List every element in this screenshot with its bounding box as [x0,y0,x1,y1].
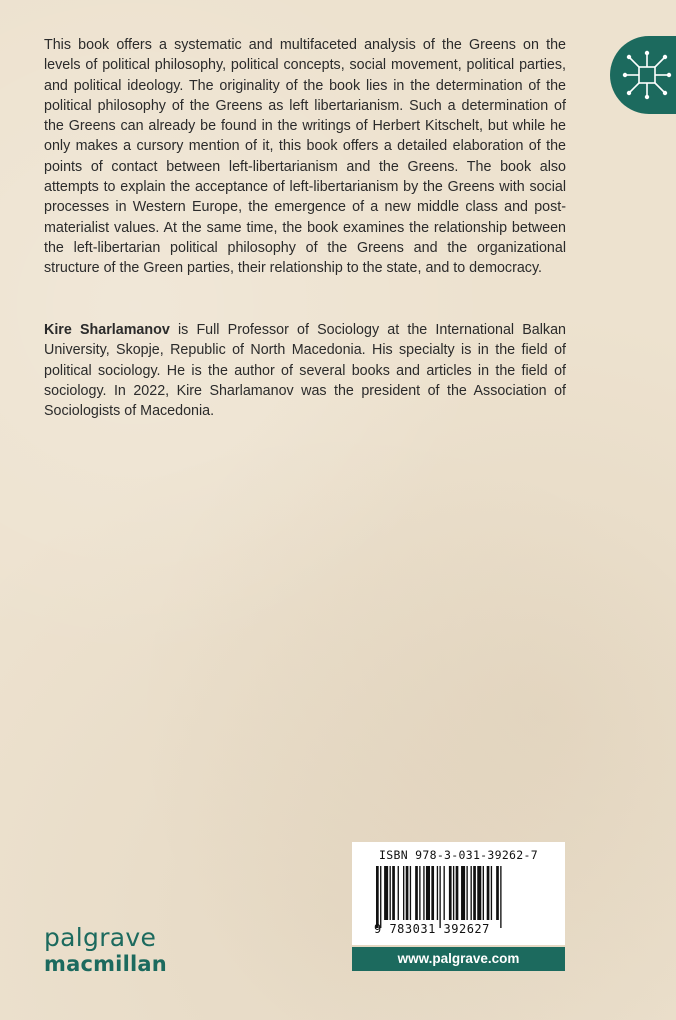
barcode-bar [496,866,499,920]
barcode-bar [415,866,418,920]
barcode-bar [456,866,459,920]
barcode-bar [380,866,381,928]
author-bio-text: is Full Professor of Sociology at the International Balkan University, Skopje, Republic of North Macedonia. His specialty is in the field of political sociology. He is the author of several books and articles in the field of sociology. In 2022, Kire Sharlamanov was the president of the Association of Sociologists of Macedonia. [44,322,566,420]
barcode-bar [453,866,454,920]
back-cover-blurb: This book offers a systematic and multifaceted analysis of the Greens on the levels of political philosophy, political concepts, social movement, political parties, and political ideology. The originality of the book lies in the determination of the political philosophy of the Greens as left libertarianism. Such a determination of the Greens can already be found in the writings of Herbert Kitschelt, but while he only makes a cursory mention of it, this book offers a detailed elaboration of the points of contact between left-libertarianism and the Greens. The book also attempts to explain the acceptance of left-libertarianism by the Greens with social processes in Western Europe, the emergence of a new middle class and post-materialist values. At the same time, the book examines the relationship between the left-libertarian political philosophy of the Greens and the organizational structure of the Green parties, their relationship to the state, and to democracy. [44,37,566,277]
isbn-barcode [352,842,565,945]
barcode-bar [403,866,404,920]
barcode-bar [390,866,391,920]
barcode-bar [466,866,467,920]
barcode-bar [471,866,472,920]
palgrave-macmillan-logo [44,924,167,976]
barcode-bar [423,866,424,920]
barcode-bar [487,866,490,920]
barcode-bar [491,866,492,920]
barcode-bar [431,866,434,920]
publisher-url: www.palgrave.com [352,947,565,971]
barcode-bar [406,866,409,920]
barcode-bar [437,866,438,920]
barcode-bar [426,866,430,920]
barcode-bar [398,866,399,920]
barcode-bar [439,866,440,928]
palgrave-network-icon [610,36,676,114]
isbn-label: ISBN 978-3-031-39262-7 [379,848,538,862]
barcode-bar [392,866,395,920]
barcode-bar [483,866,484,920]
barcode-bar [376,866,379,928]
author-name: Kire Sharlamanov [44,322,170,338]
barcode-bar [410,866,411,920]
barcode-bar [500,866,501,928]
logo-line-palgrave: palgrave [44,923,157,952]
barcode-bar [449,866,452,920]
logo-line-macmillan: macmillan [44,952,167,976]
barcode-digits: 9 783031 392627 [374,922,490,936]
barcode-bars [376,866,546,928]
barcode-bar [477,866,481,920]
barcode-bar [444,866,445,920]
barcode-bar [461,866,465,920]
barcode-bar [419,866,420,920]
barcode-bar [473,866,476,920]
barcode-bar [384,866,388,920]
author-bio [44,320,566,421]
